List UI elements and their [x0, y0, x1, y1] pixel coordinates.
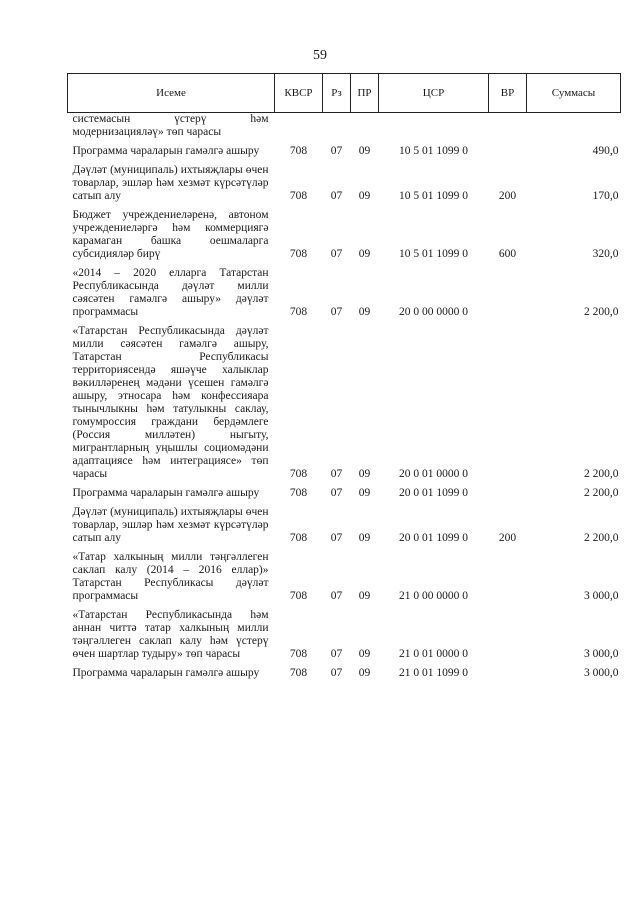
cell-csr: 20 0 01 1099 0 — [399, 532, 468, 544]
cell-csr: 20 0 00 0000 0 — [399, 306, 468, 318]
cell-kvsr: 708 — [289, 145, 308, 157]
header-sum: Суммасы — [527, 74, 621, 113]
cell-name: «Татарстан Республикасында дәүләт милли сәясәтен гамәлгә ашыру, Татарстан Республикасы территориясендә яшәүче халыклар вәкилләренең мәдәни үсешен гамәлгә ашыру, этносара һәм конфессияара тынычлыкны һәм татулыкны саклау, гомумроссия граждани бердәмлеге (Россия милләтен) ныгыту, мигрантларның уңышлы социомәдәни адаптациясе һәм интеграциясе» төп чарасы — [72, 325, 269, 480]
table-row — [68, 113, 621, 142]
cell-name: системасын үстерү һәм модернизацияләү» төп чарасы — [72, 113, 269, 138]
cell-csr: 10 5 01 1099 0 — [399, 248, 468, 260]
table-row — [68, 321, 621, 483]
cell-csr: 21 0 00 0000 0 — [399, 590, 468, 602]
cell-name: «Татар халкының милли тәңгәллеген саклап калу (2014 – 2016 еллар)» Татарстан Республикасы дәүләт программасы — [72, 551, 269, 602]
table-row — [68, 547, 621, 605]
cell-rz: 07 — [330, 190, 343, 202]
cell-rz: 07 — [330, 667, 343, 679]
cell-name: Программа чараларын гамәлгә ашыру — [72, 145, 260, 157]
cell-kvsr: 708 — [289, 590, 308, 602]
cell-vr — [489, 113, 527, 142]
cell-sum — [527, 113, 621, 142]
cell-kvsr: 708 — [289, 532, 308, 544]
cell-name: «Татарстан Республикасында һәм аннан читтә татар халкының милли тәңгәллеген саклап калу һәм үстерү өчен шартлар тудыру» төп чарасы — [72, 609, 269, 660]
cell-sum: 490,0 — [592, 145, 619, 157]
header-pr: ПР — [351, 74, 379, 113]
cell-pr: 09 — [358, 648, 371, 660]
page-number: 59 — [313, 48, 327, 63]
table-row — [68, 502, 621, 547]
cell-sum: 3 000,0 — [584, 590, 619, 602]
table-header — [68, 74, 621, 113]
table-row — [68, 263, 621, 321]
header-name: Исеме — [68, 74, 275, 113]
cell-kvsr — [275, 113, 323, 142]
cell-kvsr: 708 — [289, 487, 308, 499]
cell-vr — [489, 483, 527, 502]
cell-vr — [489, 547, 527, 605]
cell-sum: 2 200,0 — [584, 532, 619, 544]
cell-vr — [489, 663, 527, 682]
cell-rz: 07 — [330, 468, 343, 480]
cell-pr — [351, 113, 379, 142]
cell-vr — [489, 605, 527, 663]
cell-csr: 21 0 01 1099 0 — [399, 667, 468, 679]
cell-pr: 09 — [358, 667, 371, 679]
cell-sum: 3 000,0 — [584, 648, 619, 660]
cell-kvsr: 708 — [289, 468, 308, 480]
cell-pr: 09 — [358, 487, 371, 499]
cell-vr — [489, 263, 527, 321]
cell-rz: 07 — [330, 306, 343, 318]
cell-name: Программа чараларын гамәлгә ашыру — [72, 487, 260, 499]
cell-pr: 09 — [358, 145, 371, 157]
cell-csr: 10 5 01 1099 0 — [399, 145, 468, 157]
cell-sum: 170,0 — [592, 190, 619, 202]
cell-vr: 200 — [498, 532, 517, 544]
cell-csr — [379, 113, 489, 142]
cell-kvsr: 708 — [289, 190, 308, 202]
header-csr: ЦСР — [379, 74, 489, 113]
cell-sum: 2 200,0 — [584, 306, 619, 318]
table-row — [68, 160, 621, 205]
cell-vr — [489, 141, 527, 160]
table-body — [68, 113, 621, 683]
budget-table — [67, 73, 621, 682]
header-rz: Рз — [323, 74, 351, 113]
cell-name: Бюджет учреждениеләренә, автоном учреждениеләргә һәм коммерциягә карамаган башка оешмаларга субсидияләр бирү — [72, 209, 269, 260]
header-kvsr: КВСР — [275, 74, 323, 113]
table-row — [68, 205, 621, 263]
cell-pr: 09 — [358, 532, 371, 544]
table-row — [68, 663, 621, 682]
cell-pr: 09 — [358, 590, 371, 602]
cell-rz: 07 — [330, 145, 343, 157]
cell-vr: 200 — [498, 190, 517, 202]
cell-vr: 600 — [498, 248, 517, 260]
cell-csr: 20 0 01 0000 0 — [399, 468, 468, 480]
cell-pr: 09 — [358, 248, 371, 260]
table-row — [68, 483, 621, 502]
cell-rz: 07 — [330, 248, 343, 260]
cell-rz: 07 — [330, 532, 343, 544]
cell-kvsr: 708 — [289, 306, 308, 318]
table-row — [68, 605, 621, 663]
cell-pr: 09 — [358, 468, 371, 480]
cell-rz — [323, 113, 351, 142]
table-row — [68, 141, 621, 160]
cell-pr: 09 — [358, 306, 371, 318]
cell-csr: 20 0 01 1099 0 — [399, 487, 468, 499]
cell-csr: 10 5 01 1099 0 — [399, 190, 468, 202]
cell-name: Программа чараларын гамәлгә ашыру — [72, 667, 260, 679]
cell-rz: 07 — [330, 648, 343, 660]
cell-vr — [489, 321, 527, 483]
cell-kvsr: 708 — [289, 648, 308, 660]
cell-name: Дәүләт (муниципаль) ихтыяҗлары өчен товарлар, эшләр һәм хезмәт күрсәтүләр сатып алу — [72, 506, 269, 544]
cell-rz: 07 — [330, 487, 343, 499]
cell-csr: 21 0 01 0000 0 — [399, 648, 468, 660]
header-vr: ВР — [489, 74, 527, 113]
cell-sum: 2 200,0 — [584, 468, 619, 480]
cell-rz: 07 — [330, 590, 343, 602]
cell-sum: 2 200,0 — [584, 487, 619, 499]
cell-name: «2014 – 2020 елларга Татарстан Республикасында дәүләт милли сәясәтен гамәлгә ашыру» дәүләт программасы — [72, 267, 269, 318]
cell-kvsr: 708 — [289, 248, 308, 260]
cell-name: Дәүләт (муниципаль) ихтыяҗлары өчен товарлар, эшләр һәм хезмәт күрсәтүләр сатып алу — [72, 164, 269, 202]
cell-pr: 09 — [358, 190, 371, 202]
cell-sum: 3 000,0 — [584, 667, 619, 679]
cell-sum: 320,0 — [592, 248, 619, 260]
cell-kvsr: 708 — [289, 667, 308, 679]
